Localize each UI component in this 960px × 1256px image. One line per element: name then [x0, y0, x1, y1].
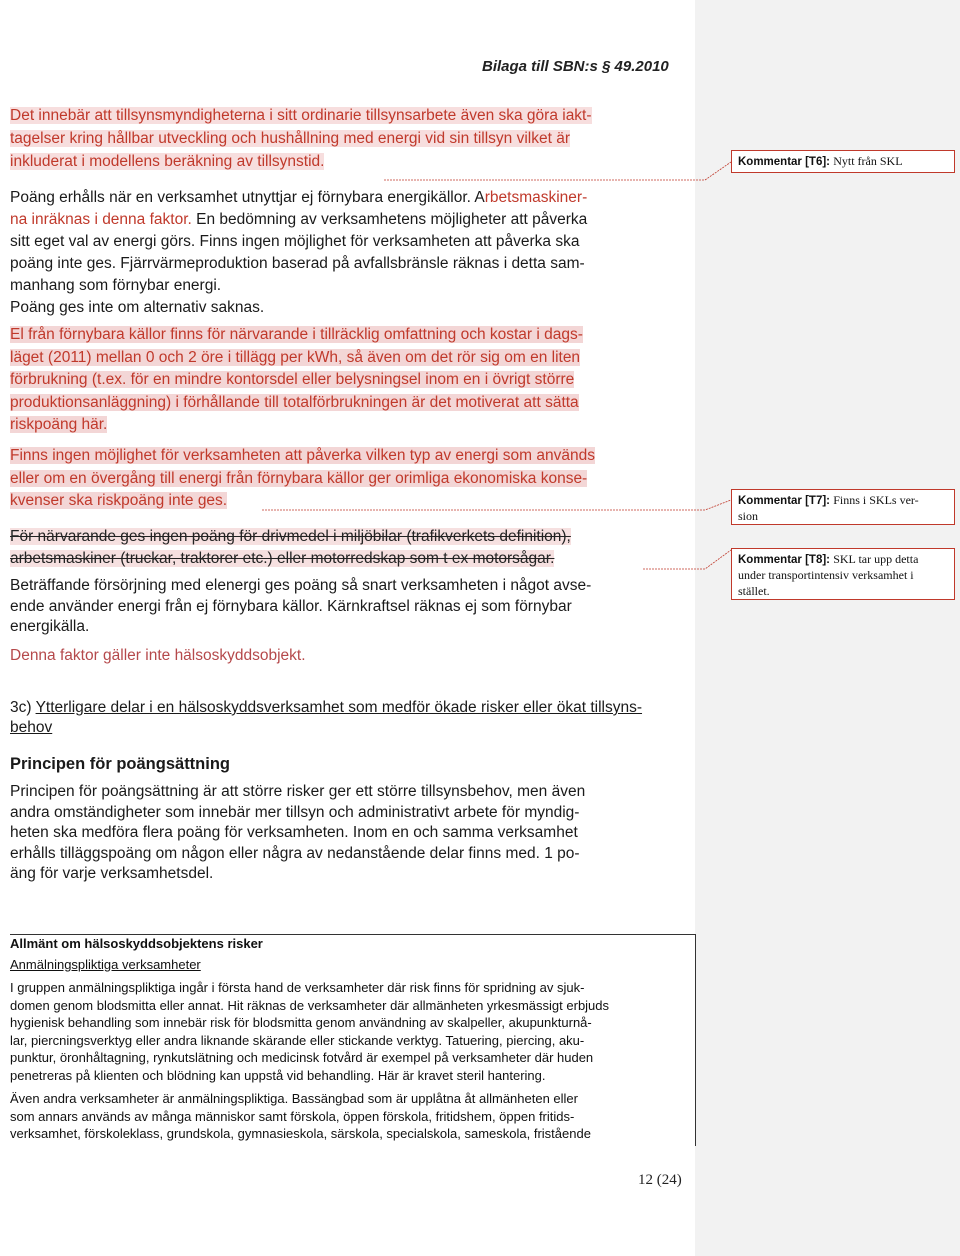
text-line: energikälla. — [10, 618, 90, 635]
deleted-text-line: arbetsmaskiner (truckar, traktorer etc.) eller motorredskap som t ex motorsågar. — [10, 550, 555, 567]
page-header: Bilaga till SBN:s § 49.2010 — [482, 58, 669, 75]
box-subtitle: Anmälningspliktiga verksamheter — [10, 956, 201, 972]
text-line: Det innebär att tillsynsmyndigheterna i sitt ordinarie tillsynsarbete även ska göra iakt- — [10, 107, 592, 124]
comment-text: Nytt från SKL — [833, 154, 903, 168]
text-line: sitt eget val av energi görs. Finns ingen möjlighet för verksamheten att påverka ska — [10, 233, 580, 250]
box-title: Allmänt om hälsoskyddsobjektens risker — [10, 936, 263, 951]
text-line: Beträffande försörjning med elenergi ges poäng så snart verksamheten i något avse- — [10, 577, 592, 594]
heading-principen: Principen för poängsättning — [10, 755, 231, 773]
paragraph-elenergi — [10, 576, 686, 638]
paragraph-deleted-drivmedel — [10, 526, 686, 570]
section-number: 3c) — [10, 699, 36, 716]
text-line: I gruppen anmälningspliktiga ingår i första hand de verksamheter där risk finns för spridning av sjuk- — [10, 980, 585, 995]
text-line: eller om en övergång till energi från förnybara källor ger orimliga ekonomiska konse- — [10, 469, 588, 487]
text-span: Poäng erhålls när en verksamhet utnyttjar ej förnybara energikällor. A — [10, 189, 485, 206]
text-line: lar, piercningsverktyg eller andra liknande skärande eller stickande verktyg. Tatuering, piercing, aku- — [10, 1032, 585, 1048]
text-line: Poäng ges inte om alternativ saknas. — [10, 299, 265, 316]
text-line: äng för varje verksamhetsdel. — [10, 865, 214, 883]
text-line: läget (2011) mellan 0 och 2 öre i tillägg per kWh, så även om det rör sig om en liten — [10, 348, 581, 366]
comment-text: Finns i SKLs ver- — [833, 493, 919, 507]
text-span: rbetsmaskiner- — [484, 189, 588, 206]
text-line: penetreras på klienten och blödning kan uppstå vid behandling. Här är kravet steril hantering. — [10, 1067, 546, 1083]
page-number: 12 (24) — [638, 1172, 682, 1188]
comment-label: Kommentar [T8]: — [738, 554, 831, 566]
text-line: som annars används av många människor samt förskola, öppen förskola, fritidshem, öppen fritids- — [10, 1108, 575, 1124]
text-line: domen genom blodsmitta eller annat. Hit räknas de verksamheter där allmänheten yrkesmässigt erbjuds — [10, 997, 610, 1013]
text-line: inkluderat i modellens beräkning av tillsynstid. — [10, 153, 325, 170]
text-line: verksamhet, förskoleklass, grundskola, gymnasieskola, särskola, specialskola, sameskola, fristående — [10, 1126, 591, 1141]
text-span: En bedömning av verksamhetens möjligheter att påverka — [191, 211, 588, 228]
text-line: El från förnybara källor finns för närvarande i tillräcklig omfattning och kostar i dags- — [10, 326, 583, 343]
text-line: andra omständigheter som innebär mer tillsyn och administrativt arbete för myndig- — [10, 803, 580, 821]
text-line: Principen för poängsättning är att större risker ger ett större tillsynsbehov, men även — [10, 783, 586, 800]
comment-t7[interactable] — [731, 489, 955, 525]
text-line: heten ska medföra flera poäng för verksamheten. Inom en och samma verksamhet — [10, 824, 578, 842]
section-3c — [10, 698, 686, 738]
text-line: hygienisk behandling som innebär risk för blodsmitta genom användning av skalpeller, akupunkturnå- — [10, 1015, 592, 1030]
text-line: riskpoäng här. — [10, 416, 108, 433]
text-line: manhang som förnybar energi. — [10, 277, 222, 294]
text-line: ende använder energi från ej förnybara källor. Kärnkraftsel räknas ej som förnybar — [10, 597, 572, 615]
text-line: poäng inte ges. Fjärrvärmeproduktion baserad på avfallsbränsle räknas i detta sam- — [10, 255, 585, 272]
box-paragraph — [10, 1090, 690, 1143]
text-line: Finns ingen möjlighet för verksamheten att påverka vilken typ av energi som används — [10, 447, 595, 464]
paragraph-principen — [10, 782, 686, 885]
paragraph-tillsyn — [10, 104, 686, 173]
comment-t6[interactable] — [731, 150, 955, 173]
text-line: erhålls tilläggspoäng om någon eller några av nedanstående delar finns med. 1 po- — [10, 844, 580, 862]
text-line: Även andra verksamheter är anmälningspliktiga. Bassängbad som är upplåtna åt allmänheten eller — [10, 1091, 578, 1106]
text-line: förbrukning (t.ex. för en mindre kontorsdel eller belysningsel inom en i övrigt större — [10, 371, 575, 388]
comment-text: stället. — [738, 584, 770, 598]
paragraph-halsoskydd-note: Denna faktor gäller inte hälsoskyddsobjekt. — [10, 647, 306, 664]
comment-label: Kommentar [T6]: — [738, 156, 831, 168]
section-title: Ytterligare delar i en hälsoskyddsverksamhet som medför ökade risker eller ökat tillsyns- — [35, 699, 643, 716]
comment-text: SKL tar upp detta — [833, 552, 919, 566]
info-box — [10, 934, 696, 1146]
text-line: punktur, öronhåltagning, rynkutslätning och medicinsk fotvård är exempel på verksamheter där huden — [10, 1050, 594, 1065]
text-line: kvenser ska riskpoäng inte ges. — [10, 492, 228, 509]
text-line: produktionsanläggning) i förhållande till totalförbrukningen är det motiverat att sätta — [10, 393, 579, 411]
section-title: behov — [10, 719, 53, 736]
text-line: tagelser kring hållbar utveckling och hushållning med energi vid sin tillsyn vilket är — [10, 130, 571, 147]
text-span: na inräknas i denna faktor. — [10, 211, 192, 228]
comment-text: under transportintensiv verksamhet i — [738, 568, 914, 582]
box-paragraph — [10, 979, 690, 1084]
deleted-text-line: För närvarande ges ingen poäng för drivmedel i miljöbilar (trafikverkets definition), — [10, 528, 571, 545]
paragraph-poang — [10, 187, 686, 319]
comment-t8[interactable] — [731, 548, 955, 600]
paragraph-el-fornybara — [10, 324, 686, 437]
paragraph-finns-ingen — [10, 445, 686, 513]
comment-label: Kommentar [T7]: — [738, 495, 831, 507]
comment-text: sion — [738, 509, 759, 523]
